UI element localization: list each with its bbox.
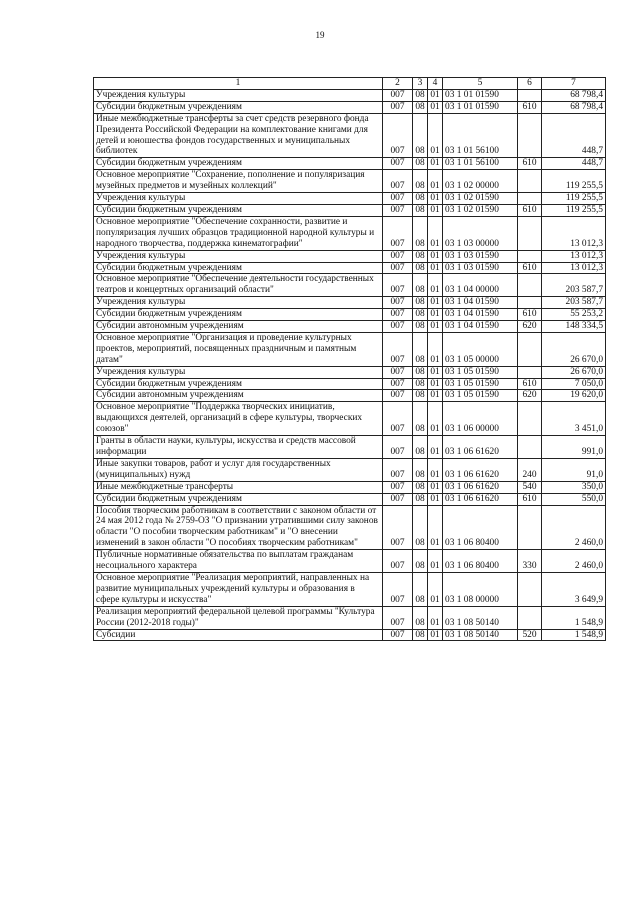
admin-code: 007 [383,262,413,274]
subsection-code: 01 [428,170,443,193]
row-description: Учреждения культуры [94,366,383,378]
amount: 26 670,0 [542,332,606,366]
table-row [94,505,606,550]
subsection-code: 01 [428,458,443,481]
amount: 448,7 [542,113,606,158]
admin-code: 007 [383,378,413,390]
subsection-code: 01 [428,216,443,250]
target-article-code: 03 1 05 00000 [443,332,518,366]
expense-type-code [518,274,542,297]
expense-type-code [518,505,542,550]
target-article-code: 03 1 03 01590 [443,262,518,274]
expense-type-code: 620 [518,321,542,333]
amount: 3 649,9 [542,572,606,606]
subsection-code: 01 [428,193,443,205]
admin-code: 007 [383,606,413,629]
table-row [94,309,606,321]
table-row [94,481,606,493]
table-row [94,274,606,297]
target-article-code: 03 1 02 01590 [443,204,518,216]
table-row [94,193,606,205]
section-code: 08 [413,113,428,158]
expense-type-code [518,332,542,366]
table-row [94,402,606,436]
row-description: Субсидии автономным учреждениям [94,321,383,333]
target-article-code: 03 1 06 80400 [443,505,518,550]
admin-code: 007 [383,89,413,101]
target-article-code: 03 1 06 00000 [443,402,518,436]
table-row [94,366,606,378]
expense-type-code [518,250,542,262]
row-description: Субсидии бюджетным учреждениям [94,309,383,321]
target-article-code: 03 1 06 80400 [443,550,518,573]
table-row [94,378,606,390]
admin-code: 007 [383,629,413,641]
subsection-code: 01 [428,321,443,333]
admin-code: 007 [383,204,413,216]
row-description: Гранты в области науки, культуры, искусства и средств массовой информации [94,436,383,459]
amount: 13 012,3 [542,216,606,250]
expense-type-code [518,113,542,158]
expense-type-code [518,89,542,101]
section-code: 08 [413,262,428,274]
page-number: 19 [315,30,325,40]
table-row [94,113,606,158]
section-code: 08 [413,458,428,481]
subsection-code: 01 [428,505,443,550]
amount: 203 587,7 [542,297,606,309]
section-code: 08 [413,366,428,378]
subsection-code: 01 [428,572,443,606]
subsection-code: 01 [428,101,443,113]
target-article-code: 03 1 04 01590 [443,309,518,321]
subsection-code: 01 [428,297,443,309]
expense-type-code: 620 [518,390,542,402]
row-description: Субсидии [94,629,383,641]
amount: 119 255,5 [542,204,606,216]
section-code: 08 [413,550,428,573]
budget-table [93,77,606,641]
section-code: 08 [413,378,428,390]
expense-type-code: 610 [518,262,542,274]
subsection-code: 01 [428,550,443,573]
table-row [94,572,606,606]
table-row [94,321,606,333]
expense-type-code [518,297,542,309]
section-code: 08 [413,158,428,170]
expense-type-code: 520 [518,629,542,641]
section-code: 08 [413,274,428,297]
row-description: Учреждения культуры [94,89,383,101]
target-article-code: 03 1 02 00000 [443,170,518,193]
section-code: 08 [413,321,428,333]
section-code: 08 [413,505,428,550]
row-description: Субсидии бюджетным учреждениям [94,378,383,390]
header-row [94,78,606,90]
subsection-code: 01 [428,378,443,390]
row-description: Учреждения культуры [94,297,383,309]
amount: 1 548,9 [542,629,606,641]
admin-code: 007 [383,436,413,459]
subsection-code: 01 [428,606,443,629]
admin-code: 007 [383,309,413,321]
target-article-code: 03 1 02 01590 [443,193,518,205]
row-description: Учреждения культуры [94,250,383,262]
table-row [94,436,606,459]
section-code: 08 [413,216,428,250]
expense-type-code [518,170,542,193]
amount: 119 255,5 [542,193,606,205]
target-article-code: 03 1 08 50140 [443,606,518,629]
section-code: 08 [413,481,428,493]
section-code: 08 [413,390,428,402]
target-article-code: 03 1 03 01590 [443,250,518,262]
target-article-code: 03 1 01 01590 [443,89,518,101]
row-description: Основное мероприятие "Обеспечение деятельности государственных театров и концертных организаций области" [94,274,383,297]
expense-type-code [518,572,542,606]
row-description: Иные межбюджетные трансферты за счет средств резервного фонда Президента Российской Федерации на комплектование книгами для детей и юношества фондов государственных и муниципальных библиотек [94,113,383,158]
header-cell: 5 [443,78,518,90]
target-article-code: 03 1 06 61620 [443,436,518,459]
admin-code: 007 [383,158,413,170]
row-description: Субсидии бюджетным учреждениям [94,101,383,113]
admin-code: 007 [383,390,413,402]
admin-code: 007 [383,274,413,297]
row-description: Иные межбюджетные трансферты [94,481,383,493]
amount: 550,0 [542,493,606,505]
target-article-code: 03 1 03 00000 [443,216,518,250]
table-row [94,550,606,573]
amount: 13 012,3 [542,262,606,274]
row-description: Основное мероприятие "Поддержка творческих инициатив, выдающихся деятелей, организаций в сфере культуры, творческих союзов" [94,402,383,436]
row-description: Основное мероприятие "Обеспечение сохранности, развитие и популяризация лучших образцов традиционной народной культуры и народного творчества, поддержка кинематографии" [94,216,383,250]
row-description: Основное мероприятие "Организация и проведение культурных проектов, мероприятий, посвященных праздничным и памятным датам" [94,332,383,366]
header-cell: 2 [383,78,413,90]
header-cell: 7 [542,78,606,90]
target-article-code: 03 1 04 01590 [443,297,518,309]
section-code: 08 [413,629,428,641]
target-article-code: 03 1 06 61620 [443,493,518,505]
admin-code: 007 [383,297,413,309]
admin-code: 007 [383,572,413,606]
table-row [94,458,606,481]
target-article-code: 03 1 06 61620 [443,458,518,481]
row-description: Публичные нормативные обязательства по выплатам гражданам несоциального характера [94,550,383,573]
admin-code: 007 [383,402,413,436]
target-article-code: 03 1 04 00000 [443,274,518,297]
expense-type-code: 610 [518,378,542,390]
amount: 7 050,0 [542,378,606,390]
table-row [94,390,606,402]
admin-code: 007 [383,550,413,573]
row-description: Пособия творческим работникам в соответствии с законом области от 24 мая 2012 года № 2759-ОЗ "О признании утратившими силу законов области "О пособии творческим работникам" и "О внесении изменений в закон области "О пособиях творческим работникам" [94,505,383,550]
row-description: Субсидии бюджетным учреждениям [94,204,383,216]
subsection-code: 01 [428,402,443,436]
subsection-code: 01 [428,158,443,170]
row-description: Иные закупки товаров, работ и услуг для государственных (муниципальных) нужд [94,458,383,481]
expense-type-code: 540 [518,481,542,493]
expense-type-code [518,216,542,250]
table-row [94,158,606,170]
section-code: 08 [413,297,428,309]
section-code: 08 [413,204,428,216]
subsection-code: 01 [428,113,443,158]
expense-type-code [518,366,542,378]
row-description: Учреждения культуры [94,193,383,205]
amount: 2 460,0 [542,505,606,550]
admin-code: 007 [383,170,413,193]
admin-code: 007 [383,493,413,505]
amount: 91,0 [542,458,606,481]
target-article-code: 03 1 05 01590 [443,366,518,378]
table-row [94,262,606,274]
amount: 1 548,9 [542,606,606,629]
subsection-code: 01 [428,366,443,378]
amount: 148 334,5 [542,321,606,333]
amount: 3 451,0 [542,402,606,436]
admin-code: 007 [383,332,413,366]
amount: 68 798,4 [542,89,606,101]
expense-type-code: 330 [518,550,542,573]
header-cell: 6 [518,78,542,90]
target-article-code: 03 1 06 61620 [443,481,518,493]
section-code: 08 [413,402,428,436]
subsection-code: 01 [428,629,443,641]
subsection-code: 01 [428,390,443,402]
section-code: 08 [413,572,428,606]
amount: 119 255,5 [542,170,606,193]
section-code: 08 [413,309,428,321]
table-row [94,493,606,505]
expense-type-code: 610 [518,101,542,113]
table-row [94,170,606,193]
table-row [94,629,606,641]
amount: 350,0 [542,481,606,493]
section-code: 08 [413,332,428,366]
expense-type-code: 610 [518,158,542,170]
subsection-code: 01 [428,436,443,459]
row-description: Субсидии бюджетным учреждениям [94,262,383,274]
admin-code: 007 [383,101,413,113]
admin-code: 007 [383,321,413,333]
admin-code: 007 [383,250,413,262]
section-code: 08 [413,193,428,205]
admin-code: 007 [383,193,413,205]
row-description: Реализация мероприятий федеральной целевой программы "Культура России (2012-2018 годы)" [94,606,383,629]
header-cell: 3 [413,78,428,90]
table-row [94,250,606,262]
amount: 68 798,4 [542,101,606,113]
table-row [94,101,606,113]
table-header [94,78,606,90]
target-article-code: 03 1 01 01590 [443,101,518,113]
admin-code: 007 [383,505,413,550]
admin-code: 007 [383,216,413,250]
subsection-code: 01 [428,493,443,505]
expense-type-code [518,606,542,629]
expense-type-code: 610 [518,204,542,216]
target-article-code: 03 1 04 01590 [443,321,518,333]
row-description: Субсидии бюджетным учреждениям [94,158,383,170]
subsection-code: 01 [428,262,443,274]
table-row [94,89,606,101]
section-code: 08 [413,101,428,113]
admin-code: 007 [383,113,413,158]
section-code: 08 [413,89,428,101]
target-article-code: 03 1 08 00000 [443,572,518,606]
table-body [94,89,606,641]
expense-type-code [518,193,542,205]
table-row [94,332,606,366]
target-article-code: 03 1 05 01590 [443,390,518,402]
row-description: Основное мероприятие "Реализация мероприятий, направленных на развитие муниципальных учреждений культуры и образования в сфере культуры и искусства" [94,572,383,606]
table-row [94,606,606,629]
expense-type-code [518,402,542,436]
subsection-code: 01 [428,309,443,321]
section-code: 08 [413,250,428,262]
subsection-code: 01 [428,274,443,297]
section-code: 08 [413,606,428,629]
subsection-code: 01 [428,332,443,366]
table-row [94,216,606,250]
amount: 2 460,0 [542,550,606,573]
admin-code: 007 [383,366,413,378]
target-article-code: 03 1 05 01590 [443,378,518,390]
section-code: 08 [413,493,428,505]
admin-code: 007 [383,481,413,493]
row-description: Основное мероприятие "Сохранение, пополнение и популяризация музейных предметов и музейных коллекций" [94,170,383,193]
amount: 448,7 [542,158,606,170]
table-row [94,297,606,309]
amount: 203 587,7 [542,274,606,297]
expense-type-code: 240 [518,458,542,481]
amount: 19 620,0 [542,390,606,402]
amount: 13 012,3 [542,250,606,262]
subsection-code: 01 [428,204,443,216]
table-row [94,204,606,216]
amount: 26 670,0 [542,366,606,378]
target-article-code: 03 1 01 56100 [443,113,518,158]
header-cell: 4 [428,78,443,90]
section-code: 08 [413,436,428,459]
admin-code: 007 [383,458,413,481]
expense-type-code: 610 [518,493,542,505]
subsection-code: 01 [428,481,443,493]
amount: 55 253,2 [542,309,606,321]
subsection-code: 01 [428,250,443,262]
amount: 991,0 [542,436,606,459]
header-cell: 1 [94,78,383,90]
target-article-code: 03 1 01 56100 [443,158,518,170]
expense-type-code: 610 [518,309,542,321]
row-description: Субсидии бюджетным учреждениям [94,493,383,505]
section-code: 08 [413,170,428,193]
target-article-code: 03 1 08 50140 [443,629,518,641]
expense-type-code [518,436,542,459]
row-description: Субсидии автономным учреждениям [94,390,383,402]
subsection-code: 01 [428,89,443,101]
